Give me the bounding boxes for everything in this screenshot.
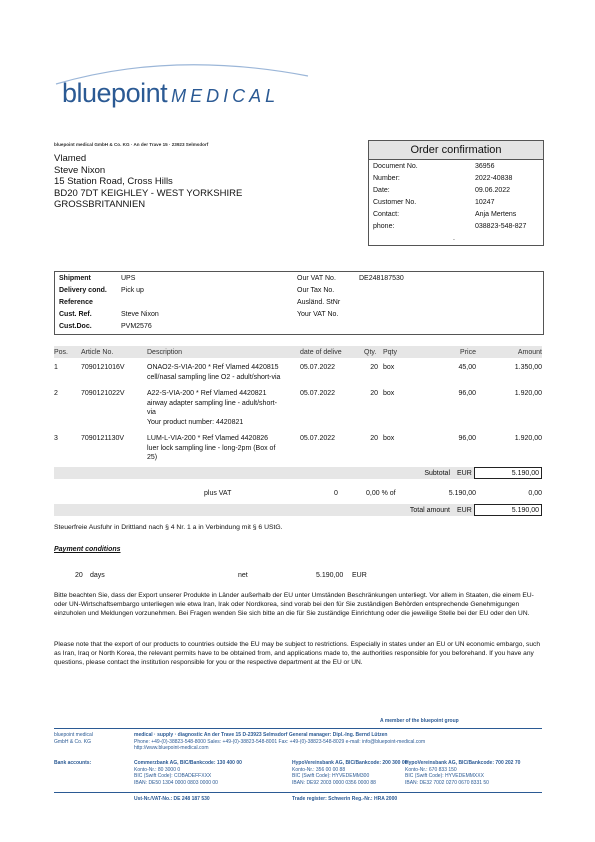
company-logo bbox=[62, 78, 279, 109]
col-article: Article No. bbox=[81, 349, 114, 356]
footer-divider bbox=[54, 728, 542, 729]
row-price: 96,00 bbox=[458, 390, 476, 397]
order-dot: . bbox=[453, 235, 455, 242]
row-qty: 20 bbox=[370, 390, 378, 397]
sender-line: bluepoint medical GmbH & Co. KG · An der Trave 15 · 23923 Selmsdorf bbox=[54, 142, 209, 147]
subtotal-value: 5.190,00 bbox=[474, 467, 542, 479]
logo-sub: MEDICAL bbox=[171, 86, 280, 106]
vat-base: 5.190,00 bbox=[448, 490, 476, 497]
total-currency: EUR bbox=[457, 507, 472, 514]
bank-line: IBAN: DE32 7002 0270 0670 8331 50 bbox=[405, 779, 489, 786]
row-article: 7090121022V bbox=[81, 390, 125, 397]
payment-days-label: days bbox=[90, 572, 105, 579]
order-label: Contact: bbox=[373, 211, 400, 218]
vat-rate: 0,00 % of bbox=[366, 490, 396, 497]
shipment-box bbox=[54, 271, 544, 335]
order-label: phone: bbox=[373, 223, 395, 230]
logo-brand: bluepoint bbox=[62, 78, 168, 108]
bank-hypovereinsbank-2 bbox=[405, 760, 520, 786]
bank-line: Konto-Nr.: 356 00 00 88 bbox=[292, 766, 346, 773]
row-date: 05.07.2022 bbox=[300, 364, 336, 371]
row-amount: 1.350,00 bbox=[514, 364, 542, 371]
company-line: GmbH & Co. KG bbox=[54, 738, 91, 745]
order-value: 038823-548-827 bbox=[475, 223, 527, 230]
order-label: Date: bbox=[373, 187, 390, 194]
payment-days: 20 bbox=[75, 572, 83, 579]
contact-line: Phone: +49-(0)-38823-548-8000 Sales: +49-(0)-38823-548-8001 Fax: +49-(0)-38823-548-8029 e-mail: info@bluepoint-medical.com bbox=[134, 738, 426, 745]
tax-note: Steuerfreie Ausfuhr in Drittland nach § 4 Nr. 1 a in Verbindung mit § 6 UStG. bbox=[54, 524, 283, 531]
subtotal-label: Subtotal bbox=[424, 470, 450, 477]
order-value: Anja Mertens bbox=[475, 211, 517, 218]
row-price: 96,00 bbox=[458, 435, 476, 442]
row-date: 05.07.2022 bbox=[300, 390, 336, 397]
desc-line: LUM-L-VIA-200 * Ref Vlamed 4420826 bbox=[147, 435, 269, 442]
shipment-right-label: Your VAT No. bbox=[297, 311, 339, 318]
shipment-right-label: Our Tax No. bbox=[297, 287, 335, 294]
col-price: Price bbox=[460, 349, 476, 356]
row-pos: 1 bbox=[54, 364, 58, 371]
vat-label: plus VAT bbox=[204, 490, 232, 497]
shipment-label: Cust. Ref. bbox=[59, 311, 92, 318]
bank-line: IBAN: DE92 2003 0000 0356 0000 88 bbox=[292, 779, 376, 786]
bank-line: BIC (Swift Code): HYVEDEMM300 bbox=[292, 773, 370, 779]
row-pos: 2 bbox=[54, 390, 58, 397]
bank-line: BIC (Swift Code): COBADEFFXXX bbox=[134, 773, 212, 779]
desc-line: Your product number: 4420821 bbox=[147, 418, 244, 426]
row-description bbox=[147, 434, 275, 463]
footer-trade-register: Trade register: Schwerin Reg.-Nr.: HRA 2000 bbox=[292, 796, 398, 802]
group-line: A member of the bluepoint group bbox=[380, 718, 459, 724]
desc-line: luer lock sampling line - long-2pm (Box of bbox=[147, 444, 276, 452]
contact-line: medical · supply · diagnostic An der Trave 15 D-23923 Selmsdorf General manager: Dipl.-Ing. Bernd Lützen bbox=[134, 732, 388, 738]
row-unit: box bbox=[383, 364, 395, 371]
payment-amount: 5.190,00 bbox=[316, 572, 344, 579]
col-description: Description bbox=[147, 349, 183, 356]
shipment-label: Reference bbox=[59, 299, 93, 306]
bank-hypovereinsbank-1 bbox=[292, 760, 407, 786]
row-unit: box bbox=[383, 435, 395, 442]
shipment-right-label: Ausländ. StNr bbox=[297, 299, 341, 306]
bank-line: BIC (Swift Code): HYVEDEMMXXX bbox=[405, 773, 484, 779]
col-qty: Qty. bbox=[364, 349, 377, 356]
recipient-line: 15 Station Road, Cross Hills bbox=[54, 176, 173, 187]
legal-text-de: Bitte beachten Sie, dass der Export unserer Produkte in Länder außerhalb der EU unter Umständen Beschränkungen unterliegt. Vor allem in Staaten, die einem EU- oder UN-Wirtschaftsembargo unterliegen wie etwa Iran, Irak oder Nordkorea, sind vorab bei den für Sie zuständigen Behörden entsprechende Genehmigungen einzuholen und Meldungen vorzunehmen. Bei Fragen wenden Sie sich bitte an die für Sie zuständige Einrichtung oder die jeweilige Stelle bei der EU oder den UN. bbox=[54, 592, 534, 617]
order-label: Document No. bbox=[373, 163, 418, 170]
desc-line: A22-S-VIA-200 * Ref Vlamed 4420821 bbox=[147, 390, 267, 397]
desc-line: cell/nasal sampling line O2 - adult/short-via bbox=[147, 373, 281, 381]
vat-code: 0 bbox=[334, 490, 338, 497]
subtotal-currency: EUR bbox=[457, 470, 472, 477]
row-price: 45,00 bbox=[458, 364, 476, 371]
total-value: 5.190,00 bbox=[474, 504, 542, 516]
shipment-right-value: DE248187530 bbox=[359, 275, 404, 282]
col-pos: Pos. bbox=[54, 349, 69, 356]
total-label: Total amount bbox=[409, 507, 450, 514]
row-unit: box bbox=[383, 390, 395, 397]
footer-company bbox=[54, 732, 93, 745]
shipment-right-label: Our VAT No. bbox=[297, 275, 336, 282]
desc-line: airway adapter sampling line - adult/short- bbox=[147, 399, 277, 407]
row-article: 7090121016V bbox=[81, 364, 125, 371]
order-value: 09.06.2022 bbox=[475, 187, 511, 194]
shipment-value: Steve Nixon bbox=[121, 311, 159, 318]
row-description bbox=[147, 363, 280, 382]
shipment-value: PVM2576 bbox=[121, 323, 152, 330]
recipient-line: Steve Nixon bbox=[54, 164, 106, 176]
recipient-address bbox=[54, 153, 242, 211]
row-date: 05.07.2022 bbox=[300, 435, 336, 442]
row-pos: 3 bbox=[54, 435, 58, 442]
row-amount: 1.920,00 bbox=[514, 390, 542, 397]
order-label: Customer No. bbox=[373, 199, 417, 206]
recipient-line: GROSSBRITANNIEN bbox=[54, 199, 146, 210]
shipment-value: Pick up bbox=[121, 287, 144, 294]
order-value: 2022-40838 bbox=[475, 175, 513, 182]
recipient-line: Vlamed bbox=[54, 153, 87, 164]
bank-commerzbank bbox=[134, 760, 242, 786]
recipient-line: BD20 7DT KEIGHLEY - WEST YORKSHIRE bbox=[54, 187, 243, 199]
row-description bbox=[147, 389, 277, 427]
bank-label: Bank accounts: bbox=[54, 760, 92, 766]
order-value: 10247 bbox=[475, 199, 495, 206]
bank-line: HypoVereinsbank AG, BIC/Bankcode: 700 202 70 bbox=[405, 760, 521, 766]
bank-line: Konto-Nr.: 670 833 150 bbox=[405, 766, 457, 773]
order-label: Number: bbox=[373, 175, 400, 182]
payment-heading: Payment conditions bbox=[54, 546, 121, 553]
shipment-value: UPS bbox=[121, 275, 136, 282]
row-amount: 1.920,00 bbox=[514, 435, 542, 442]
order-confirmation-box bbox=[368, 140, 544, 246]
desc-line: ONAO2-S-VIA-200 * Ref Vlamed 4420815 bbox=[147, 364, 279, 371]
shipment-label: Shipment bbox=[59, 275, 91, 282]
payment-net: net bbox=[238, 572, 248, 579]
company-line: bluepoint medical bbox=[54, 732, 93, 738]
col-amount: Amount bbox=[517, 349, 542, 356]
bank-line: HypoVereinsbank AG, BIC/Bankcode: 200 300 00 bbox=[292, 760, 408, 766]
bank-line: Konto-Nr.: 80 3000 0 bbox=[134, 766, 181, 773]
contact-line: http://www.bluepoint-medical.com bbox=[134, 745, 209, 751]
vat-amount: 0,00 bbox=[528, 490, 542, 497]
footer-tax-id: Ust-Nr./VAT-No.: DE 248 187 530 bbox=[134, 796, 210, 802]
order-title: Order confirmation bbox=[369, 141, 543, 160]
shipment-label: Cust.Doc. bbox=[59, 323, 92, 330]
desc-line: 25) bbox=[147, 454, 158, 461]
desc-line: via bbox=[147, 409, 156, 416]
row-qty: 20 bbox=[370, 364, 378, 371]
row-article: 7090121130V bbox=[81, 435, 125, 442]
bank-line: Commerzbank AG, BIC/Bankcode: 130 400 00 bbox=[134, 760, 242, 766]
col-pqty: Pqty bbox=[383, 349, 398, 356]
footer-contact bbox=[134, 732, 425, 752]
order-value: 36956 bbox=[475, 163, 495, 170]
footer-divider-bottom bbox=[54, 792, 542, 793]
bank-line: IBAN: DE50 1304 0000 0803 0000 00 bbox=[134, 779, 218, 786]
legal-text-en: Please note that the export of our products to countries outside the EU may be subject to restrictions. Especially in states under an EU or UN economic embargo, such as Iran, Iraq or North Korea, the relevant permits have to be obtained from, and applications made to, the authorities responsible for you beforehand. If you have any questions, please contact the institution responsible for you or the respective department at the EU or UN. bbox=[54, 641, 540, 666]
row-qty: 20 bbox=[370, 435, 378, 442]
shipment-label: Delivery cond. bbox=[59, 287, 107, 294]
payment-currency: EUR bbox=[352, 572, 367, 579]
col-date: date of delive bbox=[300, 349, 342, 356]
